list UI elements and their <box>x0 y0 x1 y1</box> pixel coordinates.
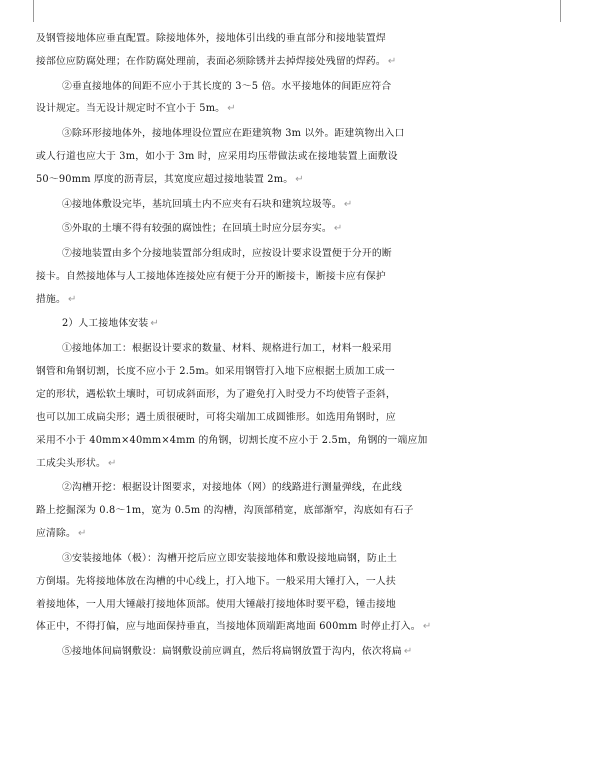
line-text: ①接地体加工：根据设计要求的数量、材料、规格进行加工，材料一般采用 <box>62 343 392 355</box>
line-text: ⑦接地装置由多个分接地装置部分组成时，应按设计要求设置便于分开的断 <box>62 248 392 259</box>
text-line <box>36 123 566 146</box>
text-line <box>36 98 566 121</box>
paragraph-heading-2 <box>36 313 566 336</box>
paragraph-item-5 <box>36 218 566 241</box>
text-line <box>36 477 566 500</box>
paragraph-mark-icon: ↵ <box>295 173 304 185</box>
paragraph-mark-icon: ↵ <box>343 198 353 210</box>
text-line <box>36 594 566 617</box>
crop-mark-top-right <box>560 0 562 22</box>
line-text: 工成尖头形状。 <box>36 457 106 469</box>
line-text: 路上挖掘深为 0.8～1m，宽为 0.5m 的沟槽，沟顶部稍宽，底部渐窄，沟底如有石子 <box>36 505 414 517</box>
paragraph-mark-icon: ↵ <box>422 621 432 633</box>
text-line <box>36 548 566 571</box>
line-text: ⑤外取的土壤不得有较强的腐蚀性；在回填土时应分层夯实。 <box>62 223 332 235</box>
text-line <box>36 51 566 74</box>
text-line <box>36 453 566 476</box>
text-line <box>36 641 566 664</box>
line-text: ④接地体敷设完毕，基坑回填土内不应夹有石块和建筑垃圾等。 <box>62 198 342 210</box>
line-text: ⑤接地体间扁钢敷设：扁钢敷设前应调直，然后将扁钢放置于沟内，依次将扁 <box>62 646 402 658</box>
paragraph-mark-icon: ↵ <box>78 528 87 540</box>
line-text: ③除环形接地体外，接地体埋设位置应在距建筑物 3m 以外。距建筑物出入口 <box>62 128 405 140</box>
text-line <box>36 146 566 169</box>
text-line <box>36 571 566 594</box>
line-text: 接部位应防腐处理；在作防腐处理前，表面必须除锈并去掉焊接处残留的焊药。 <box>36 55 386 67</box>
paragraph-item-7 <box>36 243 566 312</box>
paragraph-mark-icon: ↵ <box>68 293 77 305</box>
paragraph-item-4 <box>36 194 566 217</box>
line-text: 钢管和角钢切割，长度不应小于 2.5m。如采用钢管打入地下应根据土质加工成一 <box>36 366 395 378</box>
paragraph-mark-icon: ↵ <box>107 457 117 469</box>
text-line <box>36 384 566 407</box>
line-text: 接卡。自然接地体与人工接地体连接处应有便于分开的断接卡，断接卡应有保护 <box>36 270 386 282</box>
text-line <box>36 28 566 51</box>
line-text: 设计规定。当无设计规定时不宜小于 5m。 <box>36 103 226 115</box>
paragraph-mark-icon: ↵ <box>333 223 343 235</box>
line-text: ②垂直接地体的间距不应小于其长度的 3～5 倍。水平接地体的间距应符合 <box>62 80 392 92</box>
text-line <box>36 407 566 430</box>
paragraph-step-2 <box>36 477 566 546</box>
paragraph-mark-icon: ↵ <box>387 55 397 67</box>
paragraph-step-5 <box>36 641 566 664</box>
text-line <box>36 500 566 523</box>
line-text: 定的形状，遇松软土壤时，可切成斜面形，为了避免打入时受力不均使管子歪斜， <box>36 388 396 400</box>
line-text: 措施。 <box>36 293 66 305</box>
text-line <box>36 313 566 336</box>
paragraph-mark-icon: ↵ <box>150 318 160 330</box>
line-text: ②沟槽开挖：根据设计图要求，对接地体（网）的线路进行测量弹线，在此线 <box>62 482 402 494</box>
paragraph-mark-icon: ↵ <box>403 646 413 658</box>
paragraph-step-3 <box>36 548 566 640</box>
line-text: 应清除。 <box>36 528 76 540</box>
text-line <box>36 361 566 384</box>
line-text: 或人行道也应大于 3m，如小于 3m 时，应采用均压带做法或在接地装置上面敷设 <box>36 151 398 163</box>
line-text: 着接地体，一人用大锤敲打接地体顶部。使用大锤敲打接地体时要平稳，锤击接地 <box>36 598 396 610</box>
text-line <box>36 218 566 241</box>
paragraph-continuation <box>36 28 566 74</box>
line-text: 及钢管接地体应垂直配置。除接地体外，接地体引出线的垂直部分和接地装置焊 <box>36 33 386 44</box>
paragraph-mark-icon: ↵ <box>227 103 236 115</box>
text-line <box>36 266 566 289</box>
crop-mark-top-left <box>33 0 35 22</box>
line-text: 50～90mm 厚度的沥青层，其宽度应超过接地装置 2m。 <box>36 173 294 185</box>
text-line <box>36 194 566 217</box>
text-line <box>36 616 566 639</box>
text-line <box>36 243 566 266</box>
line-text: 方倒塌。先将接地体放在沟槽的中心线上，打入地下。一般采用大锤打入，一人扶 <box>36 575 396 587</box>
text-line <box>36 289 566 312</box>
document-body[interactable] <box>36 28 566 664</box>
line-text: 2）人工接地体安装 <box>62 318 149 330</box>
text-line <box>36 169 566 192</box>
line-text: ③安装接地体（极）：沟槽开挖后应立即安装接地体和敷设接地扁钢，防止土 <box>62 552 397 564</box>
line-text: 采用不小于 40mm×40mm×4mm 的角钢，切割长度不应小于 2.5m，角钢的一端应加 <box>36 434 428 446</box>
text-line <box>36 430 566 453</box>
text-line <box>36 523 566 546</box>
line-text: 也可以加工成扁尖形；遇土质很硬时，可将尖端加工成圆锥形。如选用角钢时，应 <box>36 411 396 423</box>
text-line <box>36 338 566 361</box>
paragraph-step-1 <box>36 338 566 475</box>
paragraph-item-2 <box>36 76 566 122</box>
line-text: 体正中，不得打偏，应与地面保持垂直，当接地体顶端距离地面 600mm 时停止打入。 <box>36 621 421 633</box>
text-line <box>36 76 566 99</box>
paragraph-item-3 <box>36 123 566 192</box>
